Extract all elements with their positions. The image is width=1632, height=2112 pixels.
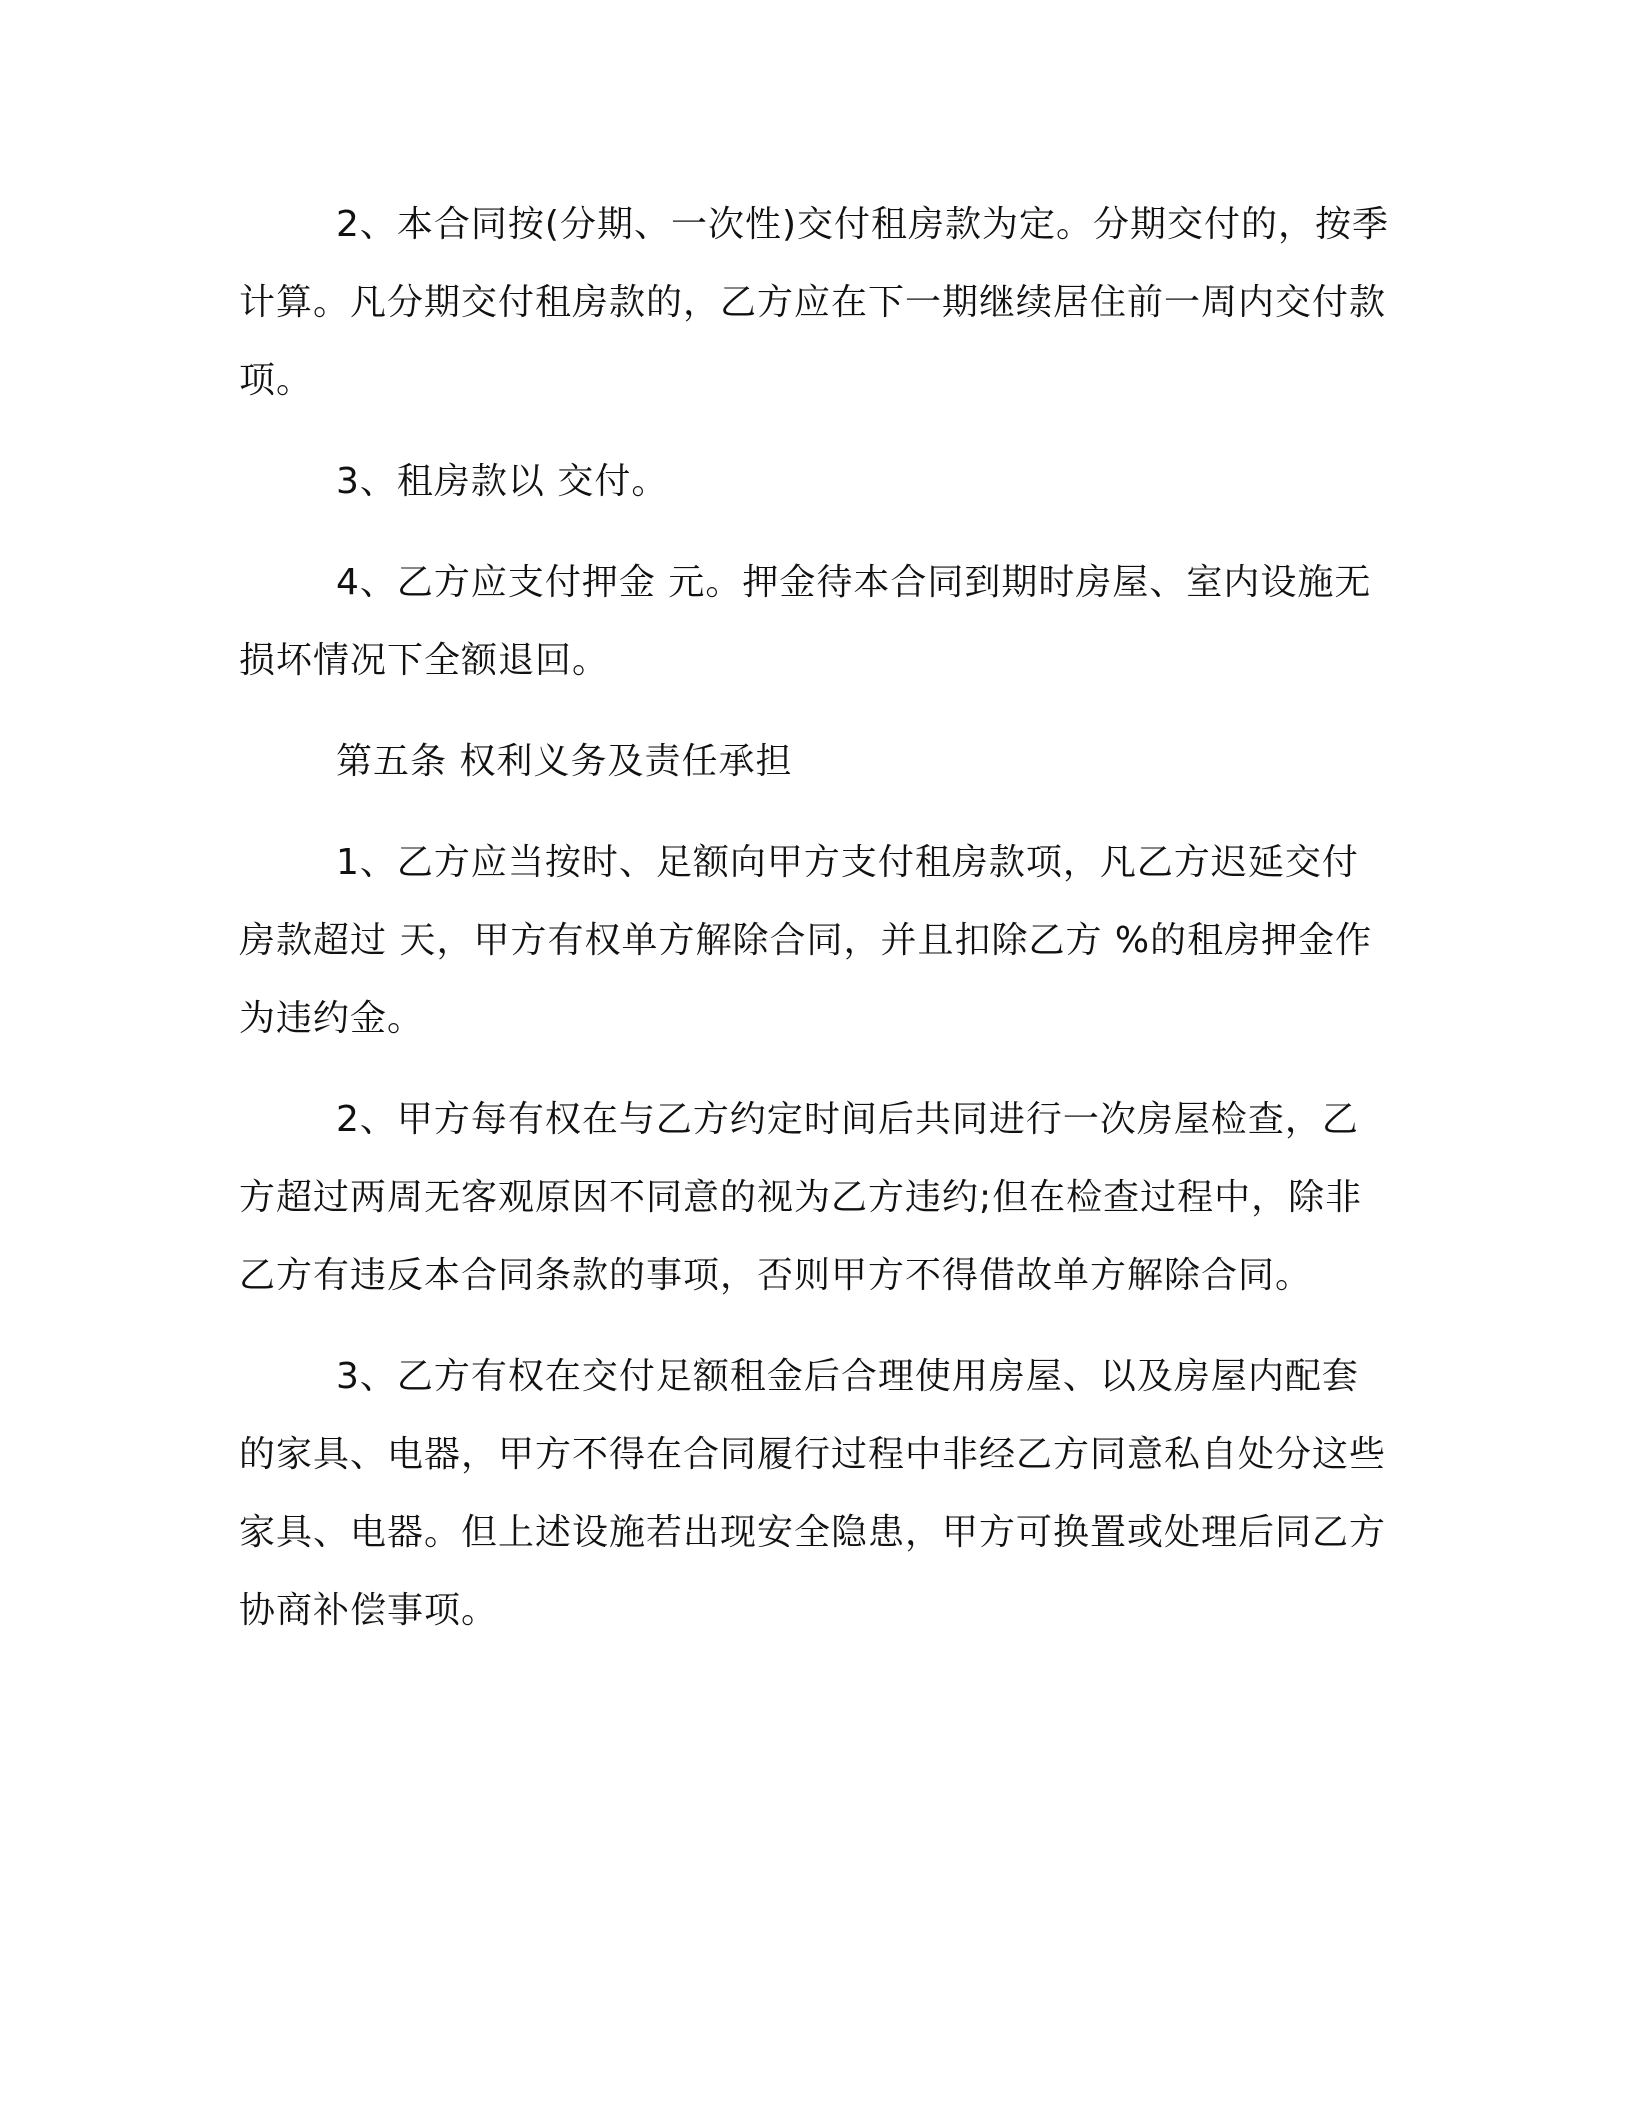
clause-4-deposit: 4、乙方应支付押金 元。押金待本合同到期时房屋、室内设施无损坏情况下全额退回。 — [239, 562, 1372, 681]
document-body — [239, 186, 1389, 1650]
clause-2-payment-method: 2、本合同按(分期、一次性)交付租房款为定。分期交付的，按季计算。凡分期交付租房款的，乙方应在下一期继续居住前一周内交付款项。 — [239, 204, 1389, 401]
section-heading: 第五条 权利义务及责任承担 — [336, 741, 793, 782]
section-clause-1: 1、乙方应当按时、足额向甲方支付租房款项，凡乙方迟延交付房款超过 天，甲方有权单方解除合同，并且扣除乙方 %的租房押金作为违约金。 — [239, 842, 1373, 1039]
section-clause-2: 2、甲方每有权在与乙方约定时间后共同进行一次房屋检查，乙方超过两周无客观原因不同意的视为乙方违约;但在检查过程中，除非乙方有违反本合同条款的事项，否则甲方不得借故单方解除合同。 — [239, 1099, 1363, 1296]
section-clause-3: 3、乙方有权在交付足额租金后合理使用房屋、以及房屋内配套的家具、电器，甲方不得在合同履行过程中非经乙方同意私自处分这些家具、电器。但上述设施若出现安全隐患，甲方可换置或处理后同乙方协商补偿事项。 — [239, 1356, 1387, 1631]
clause-3-payment-form: 3、租房款以 交付。 — [336, 461, 669, 502]
